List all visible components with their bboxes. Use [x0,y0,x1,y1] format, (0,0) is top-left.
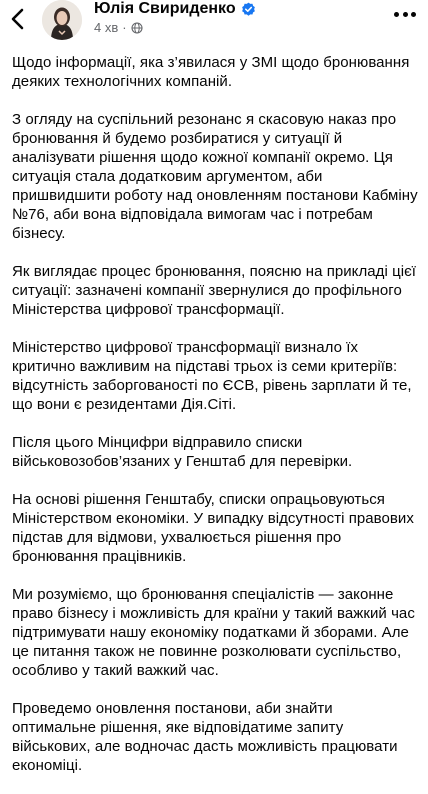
post-time[interactable]: 4 хв [94,20,119,35]
more-dot [394,12,399,17]
post-paragraph: З огляду на суспільний резонанс я скасовую наказ про бронювання й будемо розбиратися у ситуації й аналізувати рішення щодо кожної компанії окремо. Ця ситуація стала додатковим аргументом, аби пришвидшити роботу над оновленням постанови Кабміну №76, аби вона відповідала вимогам час і потребам бізнесу. [12,111,418,242]
more-dot [403,12,408,17]
verified-badge-icon [241,2,256,17]
chevron-left-icon[interactable] [6,6,32,32]
post-paragraph: Ми розуміємо, що бронювання спеціалістів — законне право бізнесу і можливість для країни у такий важкий час підтримувати нашу економіку податками й зборами. Але це питання також не повинне розколювати суспільство, особливо у такий важкий час. [12,586,415,679]
post-body [12,53,420,794]
post-paragraph: Щодо інформації, яка з’явилася у ЗМІ щодо бронювання деяких технологічних компаній. [12,54,410,90]
avatar-image [42,0,82,40]
post-paragraph: Після цього Мінцифри відправило списки військовозобов’язаних у Генштаб для перевірки. [12,434,353,470]
post-header [0,0,428,42]
author-name[interactable]: Юлія Свириденко [94,0,236,17]
globe-icon [131,22,143,34]
post-paragraph: Як виглядає процес бронювання, поясню на прикладі цієї ситуації: зазначені компанії звернулися до профільного Міністерства цифрової трансформації. [12,263,417,318]
post-paragraph: Проведемо оновлення постанови, аби знайти оптимальне рішення, яке відповідатиме запиту військових, але водночас дасть можливість працювати економіці. [12,700,398,774]
post-meta [94,20,143,35]
more-dot [411,12,416,17]
avatar[interactable] [42,0,82,40]
more-dots-icon[interactable] [394,12,416,18]
post-paragraph: На основі рішення Генштабу, списки опрацьовуються Міністерством економіки. У випадку відсутності правових підстав для відмови, ухвалюється рішення про бронювання працівників. [12,491,414,565]
meta-separator: · [122,20,127,35]
post-paragraph: Міністерство цифрової трансформації визнало їх критично важливим на підставі трьох із семи критеріїв: відсутність заборгованості по ЄСВ, рівень зарплати й те, що вони є резидентами Дія.Сіті. [12,339,412,413]
author-row [94,0,256,18]
